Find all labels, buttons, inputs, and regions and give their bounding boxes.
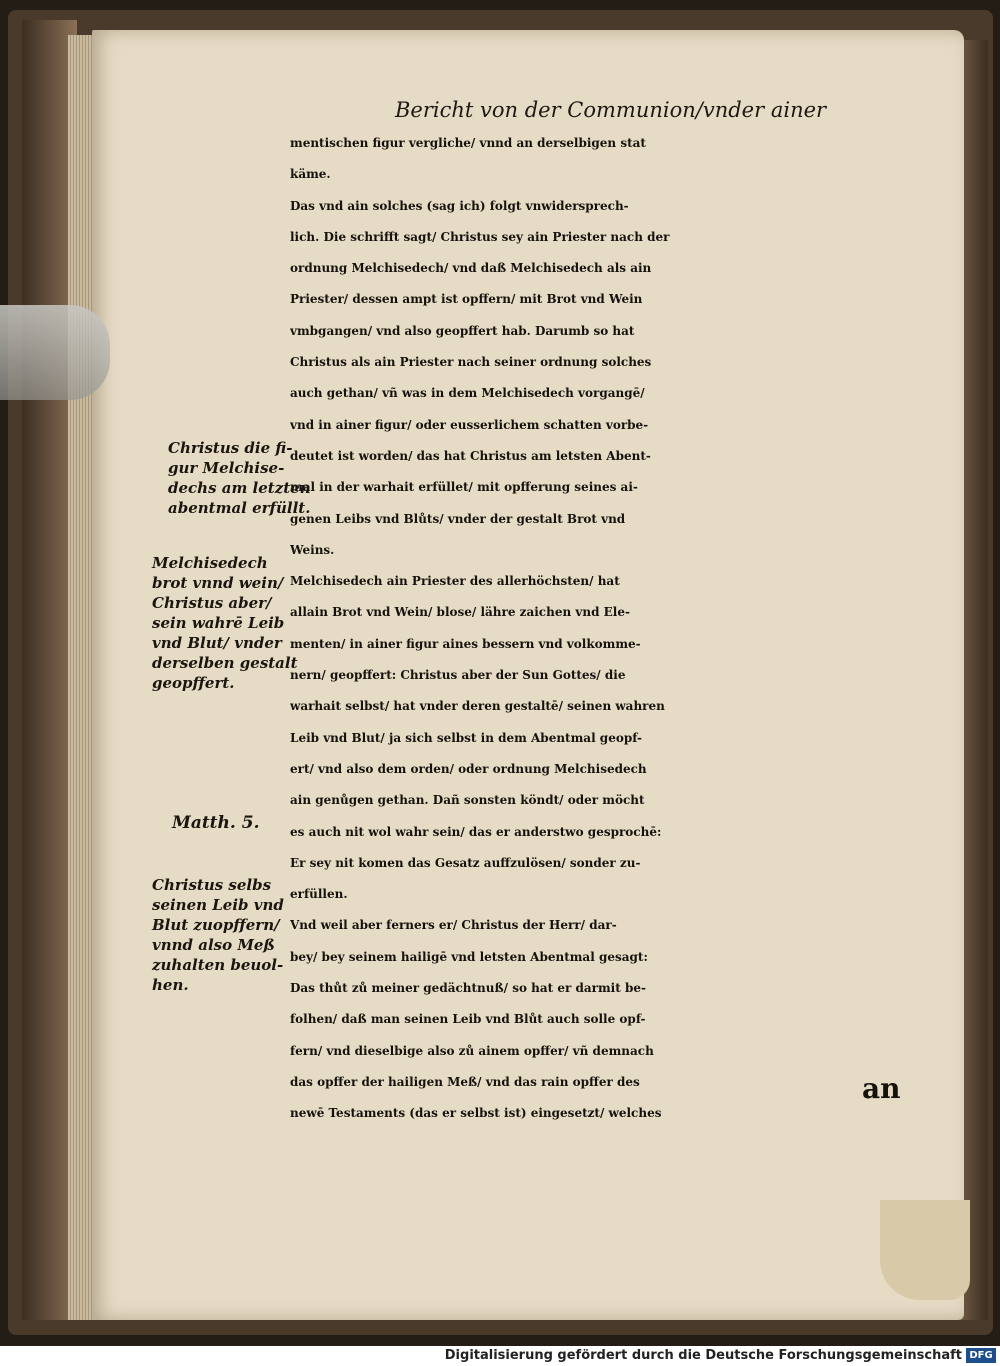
text-line: mentischen figur vergliche/ vnnd an derselbigen stat [290, 136, 646, 150]
text-line: genen Leibs vnd Blůts/ vnder der gestalt Brot vnd [290, 511, 626, 526]
footer-bar [0, 1346, 1000, 1366]
note-line: vnnd also Meß [152, 936, 275, 954]
text-line: ordnung Melchisedech/ vnd daß Melchisedech als ain [290, 261, 652, 276]
marginal-note-1 [168, 438, 311, 518]
paper-damage [880, 1200, 970, 1300]
note-line: Blut zuopffern/ [152, 916, 280, 934]
note-line: vnd Blut/ vnder [152, 634, 282, 652]
note-line: Melchisedech [152, 554, 268, 572]
text-line: es auch nit wol wahr sein/ das er anderstwo gesprochē: [290, 824, 662, 839]
plastic-clip [0, 305, 110, 400]
text-line: ert/ vnd also dem orden/ oder ordnung Melchisedech [290, 761, 647, 776]
text-line: menten/ in ainer figur aines bessern vnd volkomme- [290, 636, 641, 651]
text-line: Christus als ain Priester nach seiner ordnung solches [290, 355, 652, 370]
text-line: Melchisedech ain Priester des allerhöchsten/ hat [290, 574, 620, 589]
text-line: Das thůt zů meiner gedächtnuß/ so hat er darmit be- [290, 981, 646, 996]
note-line: seinen Leib vnd [152, 896, 284, 914]
text-line: ain genůgen gethan. Dañ sonsten köndt/ oder möcht [290, 793, 645, 808]
note-line: dechs am letzten [168, 479, 311, 497]
funding-credit: Digitalisierung gefördert durch die Deutsche Forschungsgemeinschaft [444, 1348, 962, 1363]
text-line: käme. [290, 167, 331, 182]
marginal-note-3 [172, 813, 259, 833]
text-line: folhen/ daß man seinen Leib vnd Blůt auch solle opf- [290, 1012, 646, 1027]
text-line: Vnd weil aber ferners er/ Christus der Herr/ dar- [290, 918, 617, 933]
text-line: mal in der warhait erfüllet/ mit opfferung seines ai- [290, 480, 638, 495]
note-line: geopffert. [152, 674, 235, 692]
text-line: Priester/ dessen ampt ist opffern/ mit Brot vnd Wein [290, 292, 643, 307]
text-line: erfüllen. [290, 887, 348, 902]
text-line: nern/ geopffert: Christus aber der Sun Gottes/ die [290, 668, 626, 683]
note-line: hen. [152, 976, 189, 994]
text-line: Weins. [290, 542, 335, 557]
note-line: abentmal erfüllt. [168, 499, 311, 517]
running-header: Bericht von der Communion/vnder ainer [395, 98, 827, 122]
note-line: zuhalten beuol- [152, 956, 284, 974]
catchword: an [862, 1072, 901, 1105]
text-line: allain Brot vnd Wein/ blose/ lähre zaichen vnd Ele- [290, 605, 630, 620]
marginal-note-2 [152, 553, 298, 693]
text-line: vnd in ainer figur/ oder eusserlichem schatten vorbe- [290, 417, 649, 432]
note-line: gur Melchise- [168, 459, 285, 477]
text-line: newē Testaments (das er selbst ist) eingesetzt/ welches [290, 1106, 662, 1121]
dfg-logo: DFG [966, 1348, 996, 1363]
text-line: Leib vnd Blut/ ja sich selbst in dem Abentmal geopf- [290, 730, 642, 745]
text-line: vmbgangen/ vnd also geopffert hab. Darumb so hat [290, 323, 635, 338]
text-line: auch gethan/ vñ was in dem Melchisedech vorgangē/ [290, 386, 645, 401]
text-line: lich. Die schrifft sagt/ Christus sey ain Priester nach der [290, 229, 670, 244]
text-line: Er sey nit komen das Gesatz auffzulösen/ sonder zu- [290, 855, 641, 870]
text-line: das opffer der hailigen Meß/ vnd das rain opffer des [290, 1074, 640, 1089]
note-line: Christus aber/ [152, 594, 272, 612]
note-line: sein wahrē Leib [152, 614, 285, 632]
note-line: Christus die fi- [168, 439, 293, 457]
text-line: warhait selbst/ hat vnder deren gestaltē/ seinen wahren [290, 699, 665, 714]
binding-edge [960, 40, 988, 1320]
text-line: deutet ist worden/ das hat Christus am letsten Abent- [290, 448, 651, 463]
note-line: brot vnnd wein/ [152, 574, 284, 592]
marginal-note-4 [152, 875, 284, 995]
text-line: bey/ bey seinem hailigē vnd letsten Abentmal gesagt: [290, 949, 648, 964]
note-line: Christus selbs [152, 876, 272, 894]
note-line: derselben gestalt [152, 654, 298, 672]
note-line: Matth. 5. [172, 813, 260, 833]
main-text-block [290, 128, 910, 1130]
text-line: fern/ vnd dieselbige also zů ainem opffer/ vñ demnach [290, 1043, 654, 1058]
text-line: Das vnd ain solches (sag ich) folgt vnwidersprech- [290, 198, 629, 213]
